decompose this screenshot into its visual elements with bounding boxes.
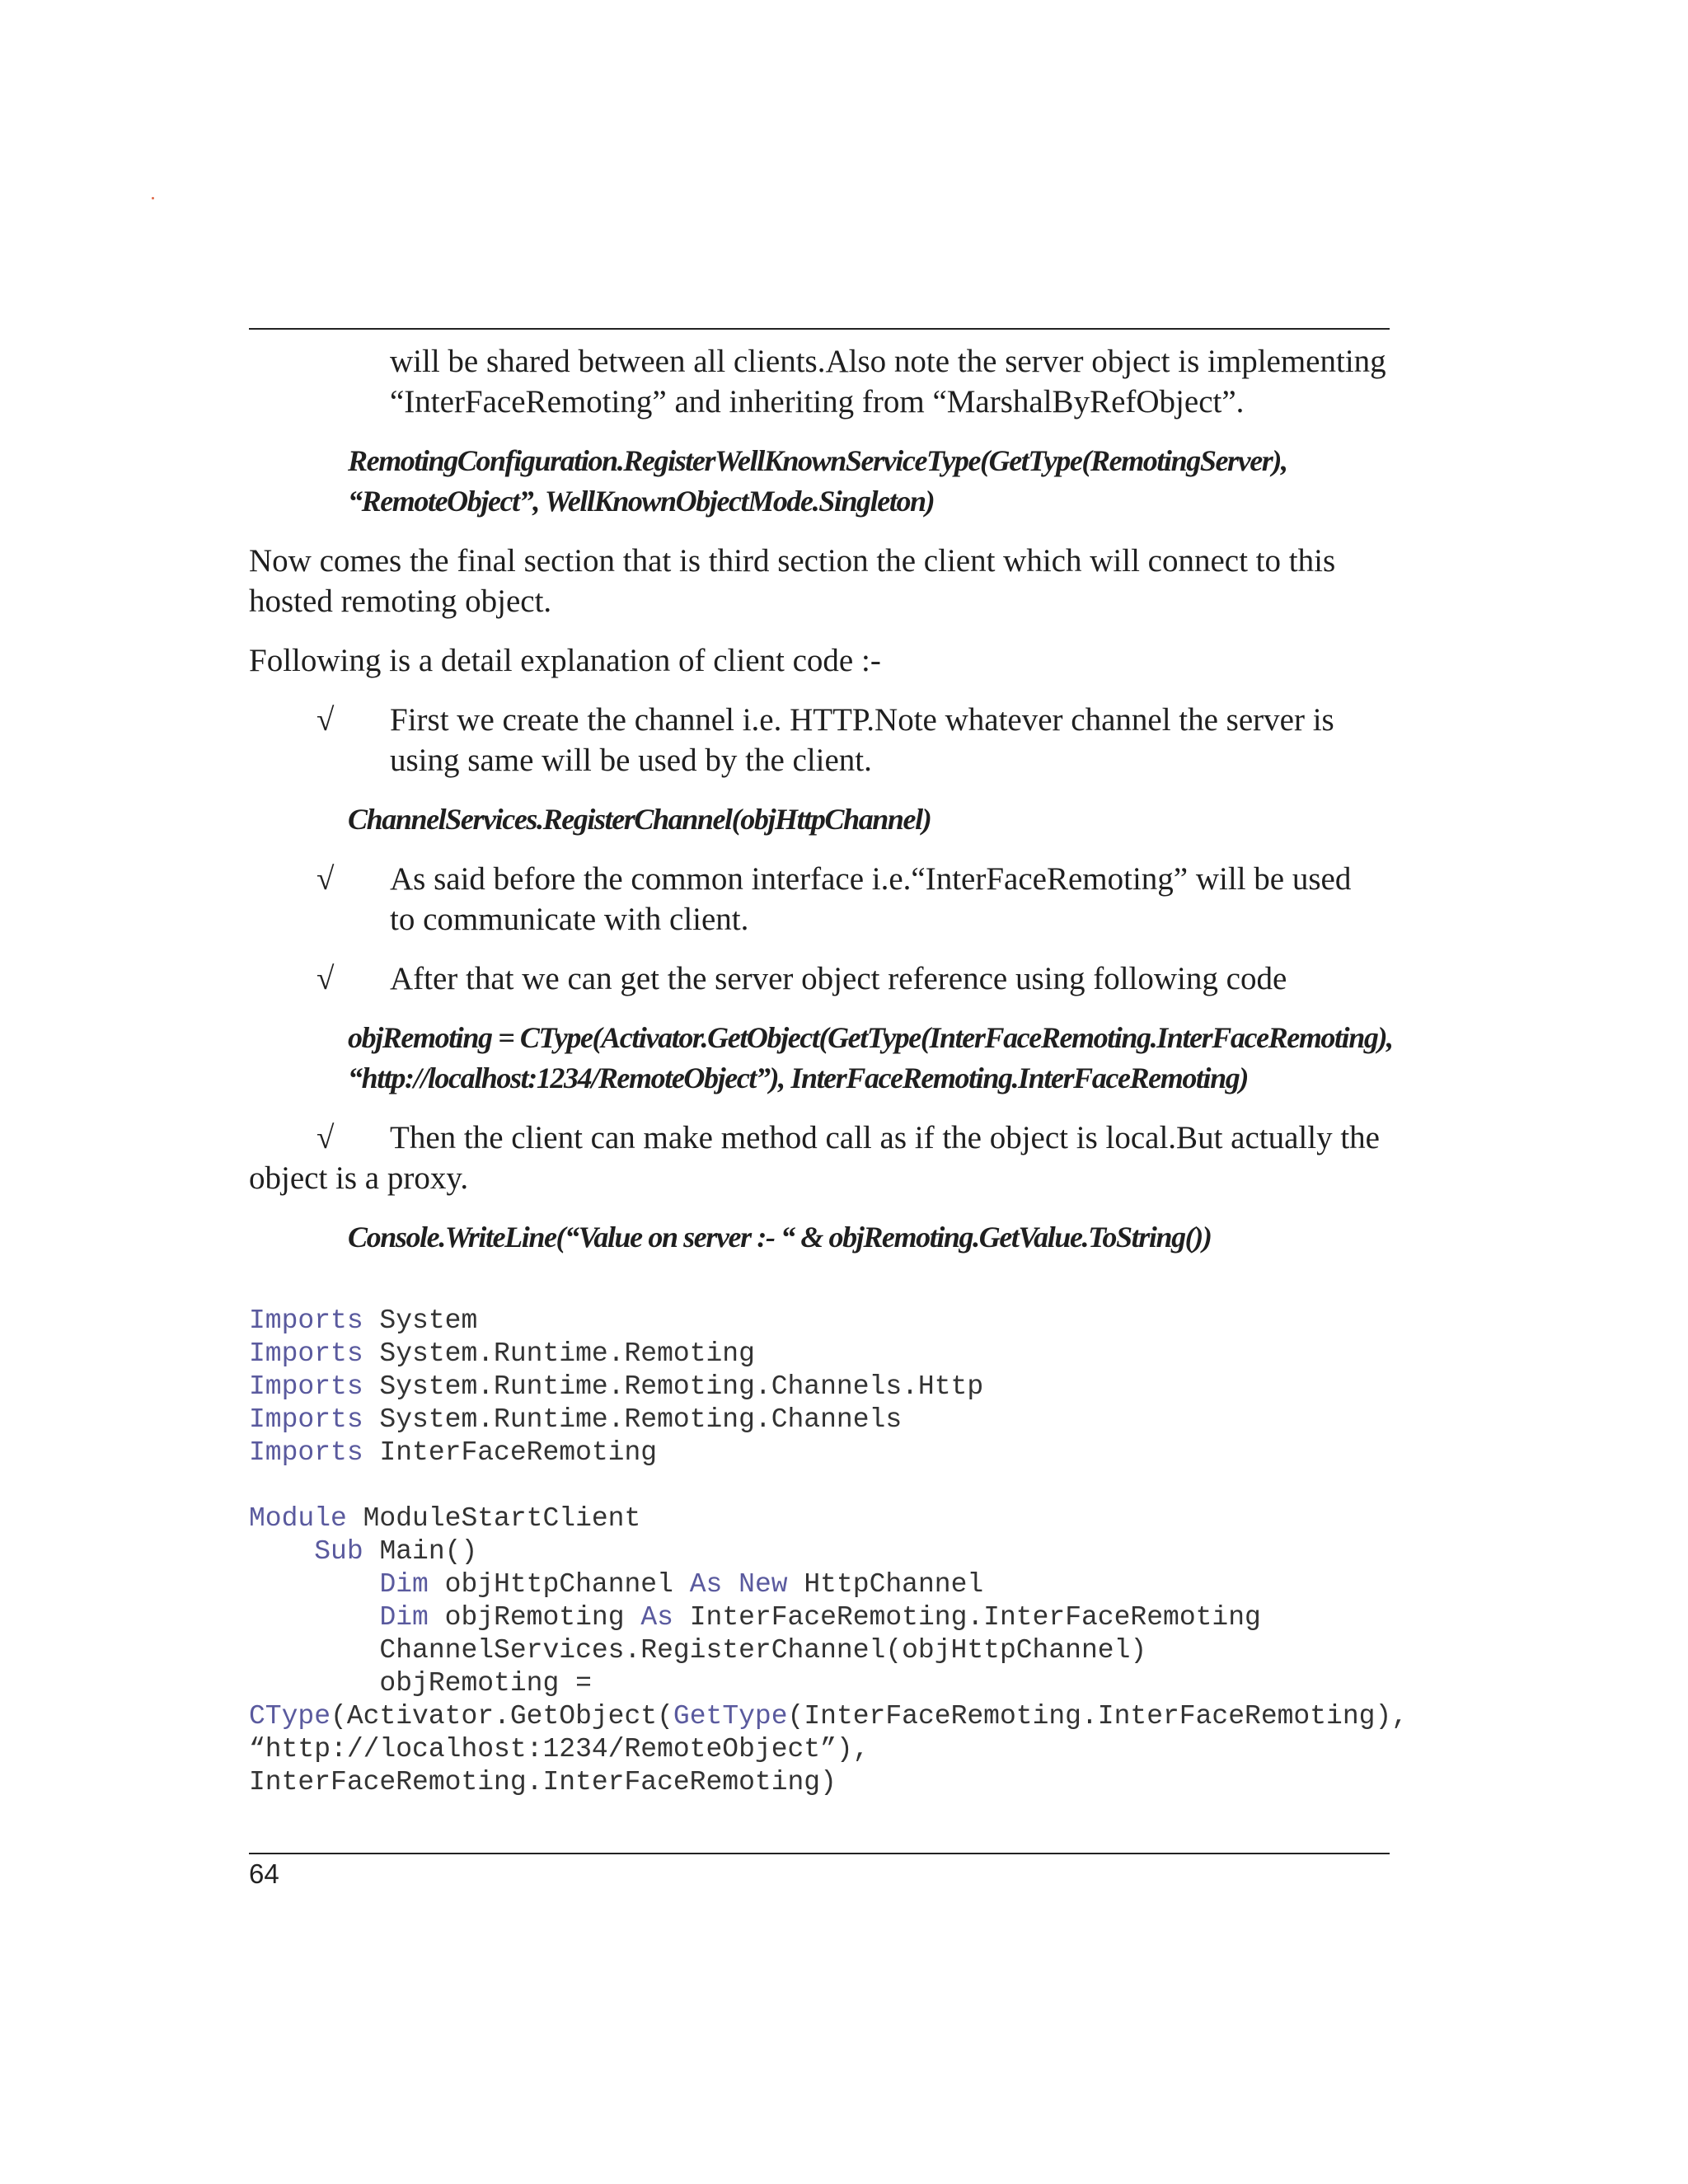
code-line bbox=[249, 1535, 477, 1568]
code-keyword: Imports bbox=[249, 1338, 363, 1369]
code-line bbox=[249, 1404, 902, 1436]
code-line: InterFaceRemoting.InterFaceRemoting) bbox=[249, 1767, 837, 1797]
code-line bbox=[249, 1502, 640, 1535]
stray-mark bbox=[152, 197, 154, 199]
code-line: “http://localhost:1234/RemoteObject”), bbox=[249, 1734, 870, 1765]
paragraph-line: Following is a detail explanation of client code :- bbox=[249, 643, 881, 678]
code-text: (InterFaceRemoting.InterFaceRemoting), bbox=[787, 1701, 1409, 1732]
code-keyword: CType bbox=[249, 1701, 331, 1732]
code-indent bbox=[249, 1602, 379, 1633]
checkmark-icon: √ bbox=[316, 861, 335, 897]
code-snippet-line: RemotingConfiguration.RegisterWellKnownServiceType(GetType(RemotingServer), bbox=[348, 444, 1287, 477]
code-snippet-line: Console.WriteLine(“Value on server :- “ & objRemoting.GetValue.ToString()) bbox=[348, 1221, 1212, 1254]
code-keyword: Imports bbox=[249, 1437, 363, 1468]
code-text: objHttpChannel bbox=[428, 1569, 690, 1600]
code-line bbox=[249, 1371, 983, 1404]
bullet-line: After that we can get the server object reference using following code bbox=[390, 961, 1287, 996]
code-text: InterFaceRemoting bbox=[363, 1437, 658, 1468]
code-snippet-line: “http://localhost:1234/RemoteObject”), InterFaceRemoting.InterFaceRemoting) bbox=[348, 1062, 1248, 1094]
bullet-line: using same will be used by the client. bbox=[390, 743, 872, 778]
code-keyword: New bbox=[738, 1569, 788, 1600]
code-text: objRemoting bbox=[428, 1602, 641, 1633]
code-text: System.Runtime.Remoting.Channels bbox=[363, 1404, 903, 1435]
code-text: HttpChannel bbox=[787, 1569, 984, 1600]
code-text: System bbox=[363, 1305, 478, 1336]
code-line bbox=[249, 1601, 1261, 1634]
code-line bbox=[249, 1700, 1408, 1733]
code-line bbox=[249, 1568, 983, 1601]
code-text bbox=[722, 1569, 738, 1600]
checkmark-icon: √ bbox=[316, 1120, 335, 1155]
code-line bbox=[249, 1338, 755, 1371]
code-keyword: Imports bbox=[249, 1305, 363, 1336]
footer-rule bbox=[249, 1853, 1390, 1854]
checkmark-icon: √ bbox=[316, 961, 335, 996]
code-text: System.Runtime.Remoting.Channels.Http bbox=[363, 1371, 984, 1402]
code-keyword: Imports bbox=[249, 1404, 363, 1435]
code-indent bbox=[249, 1569, 379, 1600]
page-number: 64 bbox=[249, 1858, 279, 1889]
bullet-line: Then the client can make method call as if the object is local.But actually the bbox=[390, 1120, 1380, 1155]
code-keyword: GetType bbox=[673, 1701, 788, 1732]
paragraph-line: “InterFaceRemoting” and inheriting from “MarshalByRefObject”. bbox=[390, 384, 1245, 419]
code-keyword: As bbox=[689, 1569, 723, 1600]
code-snippet-line: “RemoteObject”, WellKnownObjectMode.Singleton) bbox=[348, 485, 935, 518]
code-text: System.Runtime.Remoting bbox=[363, 1338, 755, 1369]
header-rule bbox=[249, 328, 1390, 330]
code-keyword: Imports bbox=[249, 1371, 363, 1402]
code-keyword: Module bbox=[249, 1503, 347, 1534]
code-keyword: Dim bbox=[379, 1602, 429, 1633]
code-keyword: As bbox=[640, 1602, 673, 1633]
code-indent bbox=[249, 1536, 314, 1567]
bullet-line: object is a proxy. bbox=[249, 1160, 469, 1196]
code-text: (Activator.GetObject( bbox=[331, 1701, 673, 1732]
code-line bbox=[249, 1305, 477, 1338]
code-text: Main() bbox=[363, 1536, 478, 1567]
code-keyword: Sub bbox=[314, 1536, 363, 1567]
paragraph-line: hosted remoting object. bbox=[249, 583, 552, 619]
code-line: objRemoting = bbox=[249, 1668, 592, 1699]
code-keyword: Dim bbox=[379, 1569, 429, 1600]
bullet-line: to communicate with client. bbox=[390, 902, 749, 937]
code-snippet-line: ChannelServices.RegisterChannel(objHttpChannel) bbox=[348, 803, 931, 836]
paragraph-line: Now comes the final section that is third section the client which will connect to this bbox=[249, 543, 1336, 579]
code-line: ChannelServices.RegisterChannel(objHttpChannel) bbox=[249, 1635, 1147, 1666]
code-line bbox=[249, 1436, 657, 1469]
paragraph-line: will be shared between all clients.Also note the server object is implementing bbox=[390, 344, 1386, 379]
code-text: InterFaceRemoting.InterFaceRemoting bbox=[673, 1602, 1261, 1633]
code-snippet-line: objRemoting = CType(Activator.GetObject(GetType(InterFaceRemoting.InterFaceRemoting), bbox=[348, 1021, 1393, 1054]
bullet-line: First we create the channel i.e. HTTP.Note whatever channel the server is bbox=[390, 702, 1334, 738]
code-text: ModuleStartClient bbox=[346, 1503, 641, 1534]
bullet-line: As said before the common interface i.e.“InterFaceRemoting” will be used bbox=[390, 861, 1352, 897]
checkmark-icon: √ bbox=[316, 702, 335, 738]
